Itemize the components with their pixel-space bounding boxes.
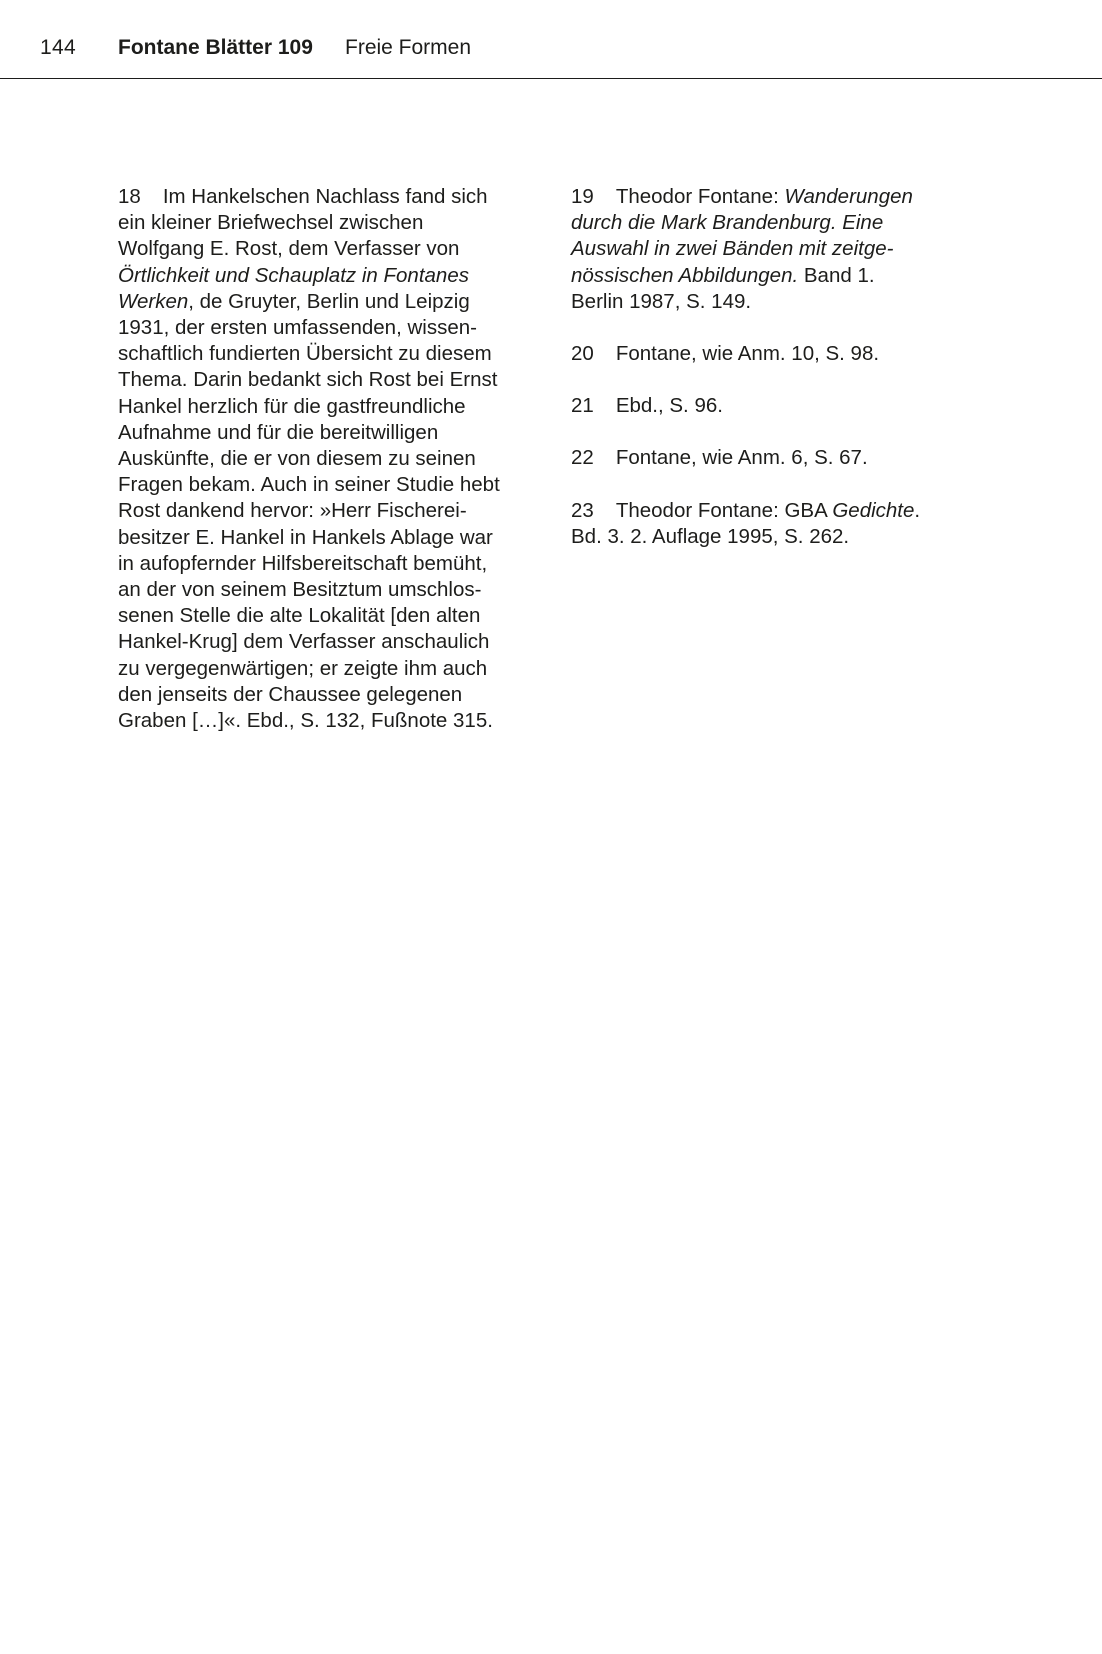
text-segment: , de Gruyter, Berlin und Leipzig bbox=[188, 289, 470, 313]
footnote-number: 22 bbox=[571, 446, 594, 470]
text-segment: Rost dankend hervor: »Herr Fischerei- bbox=[118, 499, 467, 523]
footnote-line bbox=[118, 210, 538, 236]
text-segment: Im Hankelschen Nachlass fand sich bbox=[162, 185, 488, 208]
footnote-line bbox=[571, 498, 991, 524]
text-segment: an der von seinem Besitztum umschlos- bbox=[118, 578, 482, 602]
footnote-line bbox=[118, 420, 538, 446]
footnote-line bbox=[118, 525, 538, 551]
footnote-line bbox=[118, 394, 538, 420]
text-segment: Ebd., S. 96. bbox=[615, 394, 723, 418]
footnote-line bbox=[118, 551, 538, 577]
text-segment: Hankel herzlich für die gastfreundliche bbox=[118, 394, 466, 418]
footnote-line bbox=[571, 341, 991, 367]
footnote-number: 19 bbox=[571, 185, 594, 208]
footnote-line bbox=[118, 446, 538, 472]
footnote-line bbox=[118, 708, 538, 734]
journal-title: Fontane Blätter 109 bbox=[118, 36, 313, 59]
footnote-line bbox=[118, 184, 538, 210]
footnote-line bbox=[118, 472, 538, 498]
footnote-line bbox=[571, 263, 991, 289]
footnote-line bbox=[118, 577, 538, 603]
italic-text: durch die Mark Brandenburg. Eine bbox=[571, 211, 884, 235]
footnote-line bbox=[571, 524, 991, 550]
text-segment: Hankel-Krug] dem Verfasser anschaulich bbox=[118, 630, 490, 654]
footnote-line bbox=[571, 445, 991, 471]
footnote-line bbox=[118, 315, 538, 341]
footnote-line bbox=[571, 184, 991, 210]
text-segment: Thema. Darin bedankt sich Rost bei Ernst bbox=[118, 368, 498, 392]
text-segment: ein kleiner Briefwechsel zwischen bbox=[118, 211, 424, 235]
text-segment: Theodor Fontane: bbox=[615, 185, 785, 208]
footnote-line bbox=[118, 367, 538, 393]
footnote-line bbox=[571, 210, 991, 236]
page-number: 144 bbox=[40, 36, 76, 59]
footnote-line bbox=[118, 341, 538, 367]
italic-text: Örtlichkeit und Schauplatz in Fontanes bbox=[118, 263, 469, 287]
footnote-line bbox=[118, 603, 538, 629]
italic-text: Wanderungen bbox=[784, 185, 913, 208]
footnote-21 bbox=[571, 393, 991, 419]
footnote-23 bbox=[571, 498, 991, 550]
text-segment: Theodor Fontane: GBA bbox=[615, 498, 833, 522]
footnote-line bbox=[118, 263, 538, 289]
footnote-20 bbox=[571, 341, 991, 367]
text-segment: Wolfgang E. Rost, dem Verfasser von bbox=[118, 237, 460, 261]
footnote-line bbox=[571, 393, 991, 419]
italic-text: Gedichte bbox=[832, 498, 915, 522]
footnote-line bbox=[571, 236, 991, 262]
footnote-number: 18 bbox=[118, 185, 141, 208]
footnote-number: 23 bbox=[571, 498, 594, 522]
footnote-line bbox=[118, 236, 538, 262]
italic-text: Auswahl in zwei Bänden mit zeitge- bbox=[571, 237, 894, 261]
text-segment: in aufopfernder Hilfsbereitschaft bemüht, bbox=[118, 551, 488, 575]
text-segment: den jenseits der Chaussee gelegenen bbox=[118, 682, 463, 706]
footnote-line bbox=[571, 289, 991, 315]
section-title: Freie Formen bbox=[345, 36, 472, 59]
footnote-line bbox=[118, 656, 538, 682]
text-segment: Fontane, wie Anm. 10, S. 98. bbox=[615, 342, 880, 366]
footnotes-left-column bbox=[118, 184, 538, 734]
footnote-line bbox=[118, 498, 538, 524]
italic-text: Werken bbox=[118, 289, 189, 313]
footnotes-right-column bbox=[571, 184, 991, 550]
footnote-22 bbox=[571, 445, 991, 471]
text-segment: besitzer E. Hankel in Hankels Ablage war bbox=[118, 525, 493, 549]
footnote-line bbox=[118, 682, 538, 708]
footnote-19 bbox=[571, 184, 991, 315]
text-segment: schaftlich fundierten Übersicht zu diesem bbox=[118, 342, 492, 366]
footnote-18 bbox=[118, 184, 538, 734]
footnote-line bbox=[118, 629, 538, 655]
text-segment: . bbox=[914, 498, 921, 522]
footnote-line bbox=[118, 289, 538, 315]
text-segment: Band 1. bbox=[798, 263, 875, 287]
footnote-number: 21 bbox=[571, 394, 594, 418]
text-segment: Berlin 1987, S. 149. bbox=[571, 289, 752, 313]
text-segment: senen Stelle die alte Lokalität [den alten bbox=[118, 604, 481, 628]
running-head bbox=[0, 0, 1102, 79]
text-segment: Bd. 3. 2. Auflage 1995, S. 262. bbox=[571, 524, 850, 548]
text-segment: 1931, der ersten umfassenden, wissen- bbox=[118, 316, 477, 340]
italic-text: nössischen Abbildungen. bbox=[571, 263, 799, 287]
text-segment: Aufnahme und für die bereitwilligen bbox=[118, 420, 439, 444]
text-segment: Graben […]«. Ebd., S. 132, Fußnote 315. bbox=[118, 709, 493, 733]
text-segment: zu vergegenwärtigen; er zeigte ihm auch bbox=[118, 656, 488, 680]
text-segment: Fragen bekam. Auch in seiner Studie hebt bbox=[118, 473, 500, 497]
text-segment: Auskünfte, die er von diesem zu seinen bbox=[118, 447, 476, 471]
text-segment: Fontane, wie Anm. 6, S. 67. bbox=[615, 446, 868, 470]
footnote-number: 20 bbox=[571, 342, 594, 366]
